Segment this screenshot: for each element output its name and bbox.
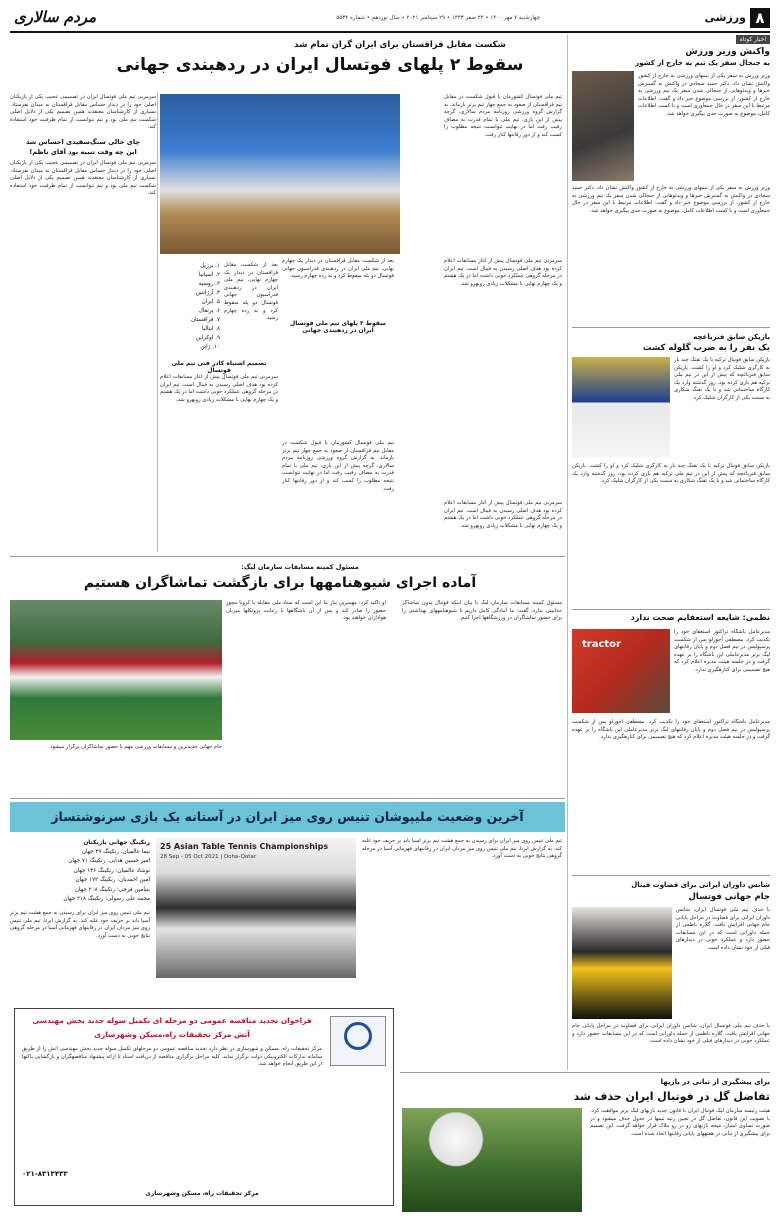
sidebar-story3-body-cont: مدیرعامل باشگاه تراکتور استعفای خود را تکذیب کرد. مصطفی آجورلو پس از شکست پرسپولیس در نیم فصل دوم و پایان رقابتهای لیگ برتر مدیرعاملی این باشگاه را بر عهده گرفت و در جلسه هیئت مدیره اعلام کرد که هیچ تصمیمی برای کنارهگیری ندارد.: [572, 719, 770, 741]
tennis-rank-item: امیر حسین هدایی: رنکینگ ۷۱ جهان: [68, 858, 150, 865]
football-body: هیئت رئیسه سازمان لیگ فوتبال ایران با قانون جدید بازیهای لیگ برتر موافقت کرد. با تصویب این قانون، تفاضل گل در تعیین رتبه تیمها در جدول حذف میشود و در صورت تساوی امتیاز، نتیجه بازیهای رو در رو ملاک قرار خواهد گرفت. این تصمیم برای پیشگیری از تبانی در هفتههای پایانی رقابتها اتخاذ شده است.: [590, 1108, 770, 1137]
sidebar-story2-body: بازیکن سابق فوتبال ترکیه با یک تفنگ چند بار به کارگری شلیک کرد و او را کشت. بازیکن سابق فنرباغچه که پیش از این در تیم ملی ترکیه هم بازی کرده بود، روز گذشته وارد یک کارگاه ساختمانی شد و با یک تفنگ شکاری به سمت یکی از کارگران شلیک کرد.: [674, 357, 770, 401]
sidebar-story1-kicker: واکنش وزیر ورزش: [685, 47, 770, 57]
football-headline: تفاضل گل در فوتبال ایران حذف شد: [573, 1090, 770, 1103]
ranking-item: ۷. قزاقستان: [190, 317, 220, 323]
newspaper-logo: مردم سالاری: [14, 8, 97, 26]
fans-headline: آماده اجرای شیوهنامهها برای بازگشت تماشاگران هستیم: [83, 575, 477, 591]
tennis-ranks-title: رنکینگ جهانی بازیکنان: [83, 839, 150, 846]
ranking-item: ۸. ایتالیا: [201, 326, 220, 332]
sidebar-story4-body: با حذف تیم ملی فوتسال ایران، شانس داوران ایرانی برای قضاوت در مراحل پایانی جام جهانی افزایش یافت. گلاره ناظمی از جمله داورانی است که در این مسابقات حضور دارد و عملکرد خوبی در دیدارهای قبلی از خود نشان داده است.: [676, 907, 770, 951]
page-number: ۸: [750, 8, 770, 28]
ranking-item: ۱. برزیل: [200, 263, 220, 269]
masthead: [10, 8, 770, 30]
tennis-rank-item: نوشاد عالمیان: رنکینگ ۱۴۶ جهان: [73, 867, 150, 874]
referee-photo: [572, 907, 672, 1019]
sidebar: [572, 35, 770, 1215]
ranking-item: ۹. اوکراین: [196, 335, 220, 341]
fans-body-a: مسئول کمیته مسابقات سازمان لیگ با بیان اینکه فوتبال بدون تماشاگر جذابیتی ندارد، گفت: ما آمادگی کامل داریم تا شیوهنامههای بهداشتی را برای حضور تماشاگران در ورزشگاهها اجرا کنیم.: [402, 600, 562, 622]
ranking-item: ۴. آرژانتین: [195, 290, 220, 296]
futsal-left-sub2: این چه وقت تنبیه بود آقای ناظم!: [29, 148, 137, 156]
sidebar-story4-title: جام جهانی فوتسال: [688, 892, 770, 902]
footballer-photo: [572, 357, 670, 457]
futsal-col-e: سرمربی تیم ملی فوتسال پیش از آغاز مسابقات اعلام کرده بود هدف اصلی رسیدن به فینال است. تیم ایران در مرحله گروهی عملکرد خوبی داشت اما در یک هشتم و یک چهارم نهایی با مشکلات زیادی روبهرو شد.: [160, 374, 278, 403]
sidebar-column-divider: [567, 35, 568, 1070]
sidebar-story1-title: به جنجال سفر یک تیم به خارج از کشور: [635, 59, 770, 67]
minister-photo: [572, 71, 634, 181]
ad-logo-icon: [344, 1022, 372, 1050]
sidebar-story4-kicker: شانس داوران ایرانی برای قضاوت فینال: [631, 881, 770, 889]
tennis-rank-item: نیما عالمیان: رنکینگ ۴۹ جهان: [81, 849, 150, 855]
ranking-item: ۶. پرتغال: [198, 308, 220, 314]
tennis-photo-banner: 25 Asian Table Tennis Championships: [160, 842, 329, 851]
futsal-col-f: تیم ملی فوتسال کشورمان با قبول شکست در مقابل تیم قزاقستان از صعود به جمع چهار تیم برتر بازماند. به گزارش گروه ورزشی روزنامه مردم سالاری، گرچه پیش از این بازی، تیم ملی با تمام قدرت به مصاف رقیب رفت اما در نهایت نتوانست نتیجه مطلوب را کسب کند و از دور رقابتها کنار رفت.: [282, 440, 394, 492]
ad-phone: ۰۲۱-۸۳۱۳۴۳۳: [22, 1170, 68, 1178]
sidebar-divider-2: [572, 609, 770, 610]
sidebar-story2-kicker: بازیکن سابق فنرباغچه: [693, 333, 770, 341]
tennis-body: تیم ملی تنیس روی میز ایران برای رسیدن به جمع هشت تیم برتر آسیا باید بر حریف خود غلبه کند. به گزارش ایرنا، تیم ملی تنیس روی میز مردان ایران در رقابتهای قهرمانی آسیا در مرحله گروهی نتایج خوبی به دست آورد.: [362, 838, 562, 860]
tennis-body-cont: تیم ملی تنیس روی میز ایران برای رسیدن به جمع هشت تیم برتر آسیا باید بر حریف خود غلبه کند. به گزارش ایرنا، تیم ملی تنیس روی میز مردان ایران در رقابتهای قهرمانی آسیا در مرحله گروهی نتایج خوبی به دست آورد.: [10, 910, 150, 939]
fans-body-b: او تاکید کرد: مهمترین نیاز ما این است که ستاد ملی مقابله با کرونا مجوز حضور را صادر کند و پس از آن باشگاهها با رعایت پروتکلها میزبان هواداران خواهند بود.: [226, 600, 386, 622]
futsal-left-body-cont: سرمربی تیم ملی فوتسال ایران در تصمیمی عجیب یکی از بازیکنان اصلی خود را در دیدار حساس مقابل قزاقستان به میدان نفرستاد. بسیاری از کارشناسان معتقدند همین تصمیم یکی از دلایل اصلی شکست تیم ملی بود و تیم نتوانست از تمام ظرفیت خود استفاده کند.: [10, 160, 156, 197]
section-divider-1: [10, 556, 565, 557]
tennis-rank-item: امین احمدیان: رنکینگ ۱۷۳ جهان: [75, 877, 150, 884]
section-title: ورزشی: [704, 11, 746, 24]
sidebar-divider-3: [572, 875, 770, 876]
futsal-kicker: شکست مقابل قزاقستان برای ایران گران تمام شد: [294, 40, 506, 50]
ad-footer: مرکز تحقیقات راه، مسکن وشهرسازی: [145, 1190, 259, 1197]
futsal-col-d: بعد از شکست مقابل قزاقستان در دیدار یک چهارم نهایی، تیم ملی ایران در ردهبندی فدراسیون جهانی فوتسال دو پله سقوط کرد و به رده چهارم رسید.: [224, 262, 278, 322]
futsal-col-b: سرمربی تیم ملی فوتسال پیش از آغاز مسابقات اعلام کرده بود هدف اصلی رسیدن به فینال است. تیم ایران در مرحله گروهی عملکرد خوبی داشت اما در یک هشتم و یک چهارم نهایی با مشکلات زیادی روبهرو شد.: [444, 258, 562, 287]
ranking-item: ۲. اسپانیا: [198, 272, 220, 278]
sidebar-story2-title: یک نفر را به ضرب گلوله کشت: [642, 343, 770, 353]
futsal-col-c: بعد از شکست مقابل قزاقستان در دیدار یک چهارم نهایی، تیم ملی ایران در ردهبندی فدراسیون جهانی فوتسال دو پله سقوط کرد و به رده چهارم رسید.: [282, 258, 394, 280]
tennis-rank-item: بنیامین فرجی: رنکینگ ۲۰۸ جهان: [74, 886, 150, 893]
ranking-item: ۳. روسیه: [198, 281, 220, 287]
sidebar-story4-body-cont: با حذف تیم ملی فوتسال ایران، شانس داوران ایرانی برای قضاوت در مراحل پایانی جام جهانی افزایش یافت. گلاره ناظمی از جمله داورانی است که در این مسابقات حضور دارد و عملکرد خوبی در دیدارهای قبلی از خود نشان داده است.: [572, 1023, 770, 1045]
ad-subtitle: آتش مرکز تحقیقات راه،مسکن وشهرسازی: [94, 1030, 250, 1039]
section-divider-2: [10, 798, 565, 799]
sidebar-story1-body: وزیر ورزش به سفر یکی از تیمهای ورزشی به خارج از کشور واکنش نشان داد. دکتر حمید سجادی در واکنش به گسترش خبرها و ویدئوهایی از جنجالی شدن سفر یک تیم ورزشی به خارج از کشور، از بررسی موضوع خبر داد و گفت: اطلاعات مرتبط با این سفر در حال جمعآوری است و با کسب اطلاعات کامل، موضوع به صورت جدی پیگیری خواهد شد.: [638, 73, 770, 117]
sidebar-story3-body: مدیرعامل باشگاه تراکتور استعفای خود را تکذیب کرد. مصطفی آجورلو پس از شکست پرسپولیس در نیم فصل دوم و پایان رقابتهای لیگ برتر مدیرعاملی این باشگاه را بر عهده گرفت و در جلسه هیئت مدیره اعلام کرد که هیچ تصمیمی برای کنارهگیری ندارد.: [674, 629, 770, 673]
fans-celebration-photo: [10, 600, 222, 740]
football-kicker: برای پیشگیری از تبانی در بازیها: [660, 1078, 770, 1086]
ad-title: فراخوان تجدید مناقصه عمومی دو مرحله ای تکمیل سوله جدید بخش مهندسی: [32, 1016, 312, 1025]
fans-kicker: مسئول کمیته مسابقات سازمان لیگ:: [241, 563, 359, 571]
sidebar-tag: اخبار کوتاه: [736, 35, 770, 44]
sidebar-divider-1: [572, 327, 770, 328]
tennis-banner: آخرین وضعیت ملیپوشان تنیس روی میز ایران در آستانه یک بازی سرنوشتساز: [10, 802, 565, 832]
sidebar-story1-body-cont: وزیر ورزش به سفر یکی از تیمهای ورزشی به خارج از کشور واکنش نشان داد. دکتر حمید سجادی در واکنش به گسترش خبرها و ویدئوهایی از جنجالی شدن سفر یک تیم ورزشی به خارج از کشور، از بررسی موضوع خبر داد و گفت: اطلاعات مرتبط با این سفر در حال جمعآوری است و با کسب اطلاعات کامل، موضوع به صورت جدی پیگیری خواهد شد.: [572, 185, 770, 214]
futsal-divider-1: [157, 92, 158, 552]
futsal-left-body: سرمربی تیم ملی فوتسال ایران در تصمیمی عجیب یکی از بازیکنان اصلی خود را در دیدار حساس مقابل قزاقستان به میدان نفرستاد. بسیاری از کارشناسان معتقدند همین تصمیم یکی از دلایل اصلی شکست تیم ملی بود و تیم نتوانست از تمام ظرفیت خود استفاده کند.: [10, 94, 156, 131]
ad-body: مرکز تحقیقات راه، مسکن و شهرسازی در نظر دارد تجدید مناقصه عمومی دو مرحلهای تکمیل سوله جدید بخش مهندسی آتش را از طریق سامانه تدارکات الکترونیکی دولت برگزار نماید. کلیه مراحل برگزاری مناقصه از دریافت اسناد تا ارائه پیشنهاد مناقصهگران و بازگشایی پاکتها از این طریق انجام خواهد شد.: [22, 1046, 322, 1068]
futsal-caption: تصمیم اشتباه کادر فنی تیم ملی فوتسال: [171, 360, 267, 374]
tennis-photo-date: 28 Sep - 05 Oct 2021 | Doha-Qatar: [160, 854, 257, 860]
futsal-col-a: تیم ملی فوتسال کشورمان با قبول شکست در مقابل تیم قزاقستان از صعود به جمع چهار تیم برتر بازماند. به گزارش گروه ورزشی روزنامه مردم سالاری، گرچه پیش از این بازی، تیم ملی با تمام قدرت به مصاف رقیب رفت اما در نهایت نتوانست نتیجه مطلوب را کسب کند و از دور رقابتها کنار رفت.: [444, 94, 562, 138]
section-divider-3: [400, 1072, 770, 1073]
masthead-divider: [10, 31, 770, 33]
futsal-subhead: سقوط ۲ پلهای تیم ملی فوتسال ایران در ردهبندی جهانی: [290, 320, 386, 334]
tennis-rank-item: محمد علی رسولی: رنکینگ ۲۱۸ جهان: [63, 896, 150, 903]
futsal-headline: سقوط ۲ پلهای فوتسال ایران در ردهبندی جهانی: [116, 55, 524, 75]
futsal-left-sub1: چای خالی سنگ‌سفیدی احساس شد: [25, 138, 141, 146]
futsal-team-photo: [160, 94, 400, 254]
ranking-item: ۵. ایران: [201, 299, 220, 305]
date-line: چهارشنبه ۷ مهر ۱۴۰۰ • ۲۲ صفر ۱۴۴۳ • ۲۹ سپتامبر ۲۰۲۱ • سال نوزدهم • شماره ۵۵۳۲: [336, 15, 540, 21]
ranking-item: ۱۰. ژاپن: [200, 344, 220, 350]
tennis-ranks: [10, 838, 150, 904]
football-boot-photo: [402, 1108, 582, 1212]
futsal-col-g: سرمربی تیم ملی فوتسال پیش از آغاز مسابقات اعلام کرده بود هدف اصلی رسیدن به فینال است. تیم ایران در مرحله گروهی عملکرد خوبی داشت اما در یک هشتم و یک چهارم نهایی با مشکلات زیادی روبهرو شد.: [444, 500, 562, 529]
rankings-list: [160, 262, 220, 352]
sidebar-story2-body-cont: بازیکن سابق فوتبال ترکیه با یک تفنگ چند بار به کارگری شلیک کرد و او را کشت. بازیکن سابق فنرباغچه که پیش از این در تیم ملی ترکیه هم بازی کرده بود، روز گذشته وارد یک کارگاه ساختمانی شد و با یک تفنگ شکاری به سمت یکی از کارگران شلیک کرد.: [572, 463, 770, 485]
fans-caption: جام جهانی جدیدترین و مسابقات ورزشی مهم با حضور تماشاگران برگزار میشود: [50, 744, 222, 750]
tractor-logo-text: tractor: [582, 639, 621, 650]
sidebar-story3-kicker: نظمی: شایعه استعفایم صحت ندارد: [630, 613, 770, 622]
